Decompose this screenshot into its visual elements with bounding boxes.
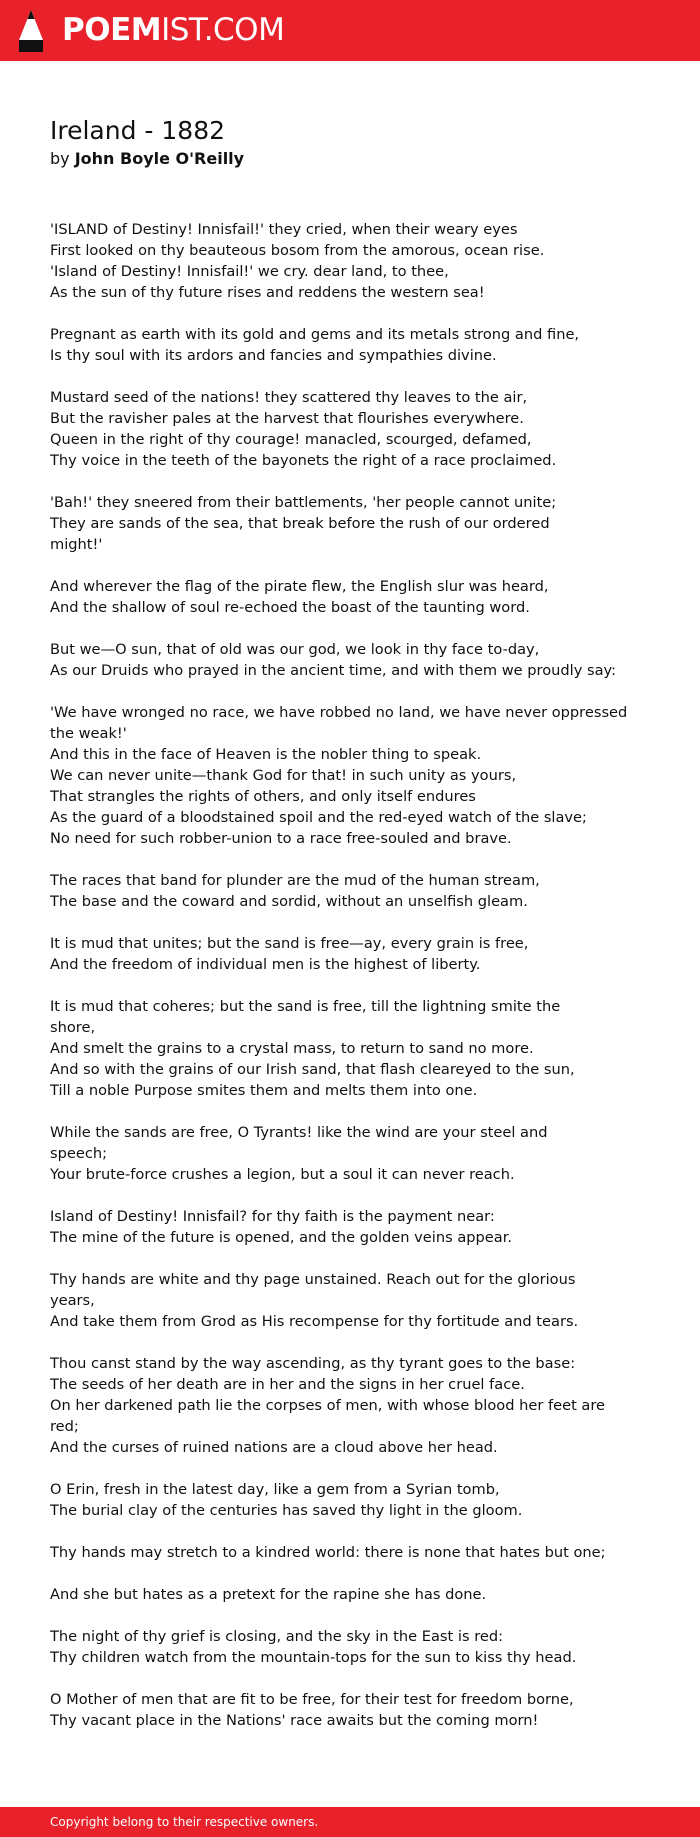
logo-light-text: IST.COM [161,12,285,48]
site-header [0,0,700,61]
poem-line: First looked on thy beauteous bosom from the amorous, ocean rise. [50,242,545,259]
poem-stanza [50,576,610,618]
poem-line: They are sands of the sea, that break before the rush of our ordered [50,515,550,532]
poem-line: years, [50,1292,95,1309]
poem-stanza [50,219,610,303]
poem-line: And this in the face of Heaven is the nobler thing to speak. [50,746,482,763]
site-logo[interactable] [62,11,284,49]
pencil-tip-icon[interactable] [18,10,44,52]
poem-stanza [50,387,610,471]
poem-body [50,219,628,1752]
poem-line: The mine of the future is opened, and the golden veins appear. [50,1229,513,1246]
poem-stanza [50,1206,610,1248]
poem-line: And smelt the grains to a crystal mass, to return to sand no more. [50,1040,534,1057]
poem-line: Thy voice in the teeth of the bayonets the right of a race proclaimed. [50,452,557,469]
poem-stanza [50,1353,610,1458]
poem-line: The seeds of her death are in her and the signs in her cruel face. [50,1376,525,1393]
poem-line: And the curses of ruined nations are a cloud above her head. [50,1439,498,1456]
poem-line: We can never unite—thank God for that! in such unity as yours, [50,767,517,784]
poem-line: But we—O sun, that of old was our god, we look in thy face to-day, [50,641,540,658]
poem-line: And wherever the flag of the pirate flew, the English slur was heard, [50,578,549,595]
poem-stanza [50,639,617,681]
poem-line: No need for such robber-union to a race free-souled and brave. [50,830,512,847]
site-footer [0,1807,700,1837]
poem-line: might!' [50,536,103,553]
poem-line: And she but hates as a pretext for the rapine she has done. [50,1586,487,1603]
poem-line: And the freedom of individual men is the highest of liberty. [50,956,481,973]
poem-line: Thy vacant place in the Nations' race awaits but the coming morn! [50,1712,539,1729]
poem-line: Is thy soul with its ardors and fancies and sympathies divine. [50,347,497,364]
poem-stanza [50,1689,610,1731]
poem-line: And the shallow of soul re-echoed the boast of the taunting word. [50,599,530,616]
poem-line: The base and the coward and sordid, without an unselfish gleam. [50,893,528,910]
poem-line: And so with the grains of our Irish sand, that flash cleareyed to the sun, [50,1061,575,1078]
poem-line: Thy children watch from the mountain-tops for the sun to kiss thy head. [50,1649,577,1666]
poem-line: Island of Destiny! Innisfail? for thy faith is the payment near: [50,1208,495,1225]
poem-line: As the sun of thy future rises and reddens the western sea! [50,284,485,301]
poem-title: Ireland - 1882 [50,116,225,145]
poem-line: 'ISLAND of Destiny! Innisfail!' they cried, when their weary eyes [50,221,518,238]
copyright-notice: Copyright belong to their respective owners. [50,1815,319,1829]
poem-line: speech; [50,1145,108,1162]
poem-line: Thy hands may stretch to a kindred world: there is none that hates but one; [50,1544,606,1561]
byline [50,146,244,172]
poem-line: 'Island of Destiny! Innisfail!' we cry. dear land, to thee, [50,263,449,280]
poem-line: shore, [50,1019,96,1036]
poem-line: That strangles the rights of others, and only itself endures [50,788,476,805]
poem-line: But the ravisher pales at the harvest that flourishes everywhere. [50,410,524,427]
poem-line: As the guard of a bloodstained spoil and the red-eyed watch of the slave; [50,809,587,826]
poem-line: red; [50,1418,79,1435]
poem-stanza [50,1269,610,1332]
poem-stanza [50,1542,610,1563]
poem-line: The night of thy grief is closing, and the sky in the East is red: [50,1628,504,1645]
author-name[interactable]: John Boyle O'Reilly [74,149,245,168]
poem-line: the weak!' [50,725,127,742]
poem-line: Thy hands are white and thy page unstained. Reach out for the glorious [50,1271,576,1288]
poem-line: On her darkened path lie the corpses of men, with whose blood her feet are [50,1397,606,1414]
poem-line: The races that band for plunder are the mud of the human stream, [50,872,540,889]
poem-stanza [50,870,610,912]
byline-prefix: by [50,149,70,168]
poem-stanza [50,492,610,555]
poem-line: O Mother of men that are fit to be free, for their test for freedom borne, [50,1691,574,1708]
poem-stanza [50,933,610,975]
poem-line: It is mud that coheres; but the sand is free, till the lightning smite the [50,998,561,1015]
poem-line: And take them from Grod as His recompense for thy fortitude and tears. [50,1313,579,1330]
poem-line: Pregnant as earth with its gold and gems and its metals strong and fine, [50,326,580,343]
poem-line: Till a noble Purpose smites them and melts them into one. [50,1082,478,1099]
poem-stanza [50,1122,610,1185]
poem-line: Your brute-force crushes a legion, but a soul it can never reach. [50,1166,515,1183]
poem-line: As our Druids who prayed in the ancient time, and with them we proudly say: [50,662,617,679]
logo-bold-text: POEM [62,12,162,48]
poem-line: 'We have wronged no race, we have robbed no land, we have never oppressed [50,704,628,721]
poem-line: 'Bah!' they sneered from their battlements, 'her people cannot unite; [50,494,557,511]
poem-stanza [50,324,610,366]
poem-line: The burial clay of the centuries has saved thy light in the gloom. [50,1502,523,1519]
poem-stanza [50,1584,610,1605]
poem-line: O Erin, fresh in the latest day, like a gem from a Syrian tomb, [50,1481,500,1498]
poem-line: Thou canst stand by the way ascending, as thy tyrant goes to the base: [50,1355,576,1372]
poem-stanza [50,1626,610,1668]
poem-stanza [50,1479,610,1521]
poem-line: Queen in the right of thy courage! manacled, scourged, defamed, [50,431,532,448]
poem-line: While the sands are free, O Tyrants! like the wind are your steel and [50,1124,548,1141]
poem-stanza [50,996,610,1101]
poem-line: It is mud that unites; but the sand is free—ay, every grain is free, [50,935,529,952]
poem-stanza [50,702,628,849]
poem-line: Mustard seed of the nations! they scattered thy leaves to the air, [50,389,528,406]
